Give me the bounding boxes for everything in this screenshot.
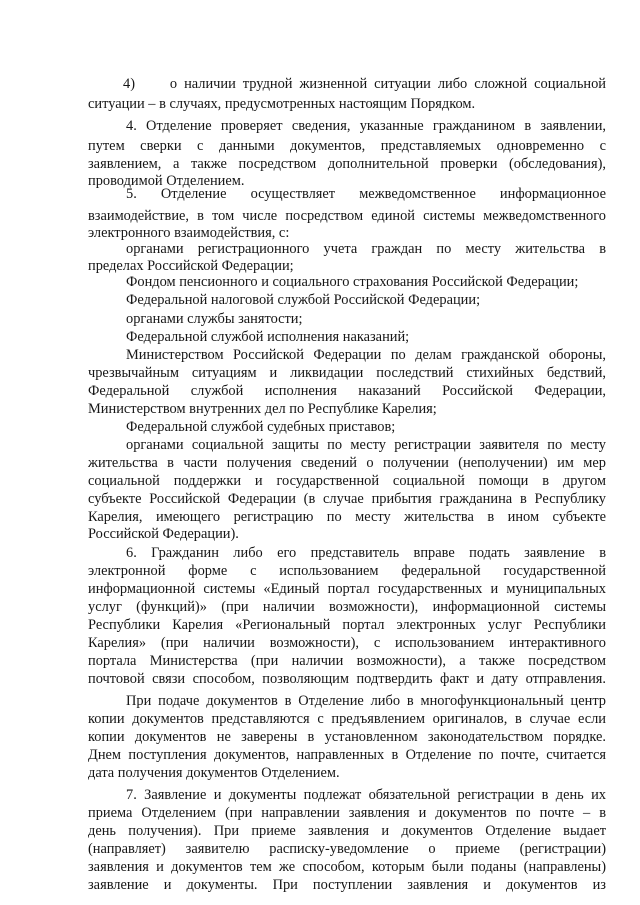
text-line: Министерством Российской Федерации по делам гражданской обороны, — [126, 347, 606, 363]
text-line: (направляет) заявителю расписку-уведомление о приеме (регистрации) — [88, 841, 606, 857]
text-line: Федеральной службой исполнения наказаний; — [126, 329, 410, 345]
text-line: органами службы занятости; — [126, 311, 303, 327]
text-line: 5. Отделение осуществляет межведомственное информационное — [126, 186, 606, 202]
text-line: Днем поступления документов, направленных в Отделение по почте, считается — [88, 747, 606, 763]
text-line: Карелия» (при наличии возможности), с использованием интерактивного — [88, 635, 606, 651]
text-line: проводимой Отделением. — [88, 173, 245, 189]
text-line: день получения). При приеме заявления и документов Отделение выдает — [88, 823, 606, 839]
text-line: Российской Федерации). — [88, 526, 239, 542]
text-line: Министерством внутренних дел по Республике Карелия; — [88, 401, 437, 417]
text-line: информационной системы «Единый портал государственных и муниципальных — [88, 581, 606, 597]
text-line: Федеральной налоговой службой Российской Федерации; — [126, 292, 481, 308]
text-line: Карелия, имеющего регистрацию по месту жительства в ином субъекте — [88, 509, 606, 525]
text-line: 7. Заявление и документы подлежат обязательной регистрации в день их — [126, 787, 606, 803]
text-line: субъекте Российской Федерации (в случае прибытия гражданина в Республику — [88, 491, 606, 507]
text-line: Федеральной службой судебных приставов; — [126, 419, 396, 435]
text-line: портала Министерства (при наличии возможности), а также посредством — [88, 653, 606, 669]
text-line: заявлением, а также посредством дополнительной проверки (обследования), — [88, 156, 606, 172]
text-line: пределах Российской Федерации; — [88, 258, 294, 274]
text-line: услуг (функций)» (при наличии возможности), информационной системы — [88, 599, 606, 615]
text-line: Республики Карелия «Региональный портал электронных услуг Республики — [88, 617, 606, 633]
text-line: органами социальной защиты по месту регистрации заявителя по месту — [126, 437, 606, 453]
text-line: заявления и документов тем же способом, которым были поданы (направлены) — [88, 859, 606, 875]
text-line: 4) о наличии трудной жизненной ситуации либо сложной социальной — [123, 76, 606, 92]
text-line: При подаче документов в Отделение либо в многофункциональный центр — [126, 693, 606, 709]
text-line: электронной форме с использованием федеральной государственной — [88, 563, 606, 579]
text-line: 6. Гражданин либо его представитель вправе подать заявление в — [126, 545, 606, 561]
text-line: почтовой связи способом, позволяющим подтвердить факт и дату отправления. — [88, 671, 606, 687]
text-line: ситуации – в случаях, предусмотренных настоящим Порядком. — [88, 96, 476, 112]
text-line: копии документов представляются с предъявлением оригиналов, в случае если — [88, 711, 606, 727]
text-line: заявление и документы. При поступлении заявления и документов из — [88, 877, 606, 893]
text-line: путем сверки с данными документов, представляемых одновременно с — [88, 138, 606, 154]
text-line: Федеральной службой исполнения наказаний Российской Федерации, — [88, 383, 606, 399]
text-line: Фондом пенсионного и социального страхования Российской Федерации; — [126, 274, 579, 290]
text-line: органами регистрационного учета граждан по месту жительства в — [126, 241, 606, 257]
text-line: чрезвычайным ситуациям и ликвидации последствий стихийных бедствий, — [88, 365, 606, 381]
text-line: приема Отделением (при направлении заявления и документов по почте – в — [88, 805, 606, 821]
text-line: дата получения документов Отделением. — [88, 765, 340, 781]
text-line: 4. Отделение проверяет сведения, указанные гражданином в заявлении, — [126, 118, 606, 134]
text-line: социальной поддержки и государственной социальной помощи в другом — [88, 473, 606, 489]
text-line: электронного взаимодействия, с: — [88, 225, 290, 241]
text-line: копии документов не заверены в установленном законодательством порядке. — [88, 729, 606, 745]
text-line: жительства в части получения сведений о получении (неполучении) им мер — [88, 455, 606, 471]
text-line: взаимодействие, в том числе посредством единой системы межведомственного — [88, 208, 606, 224]
